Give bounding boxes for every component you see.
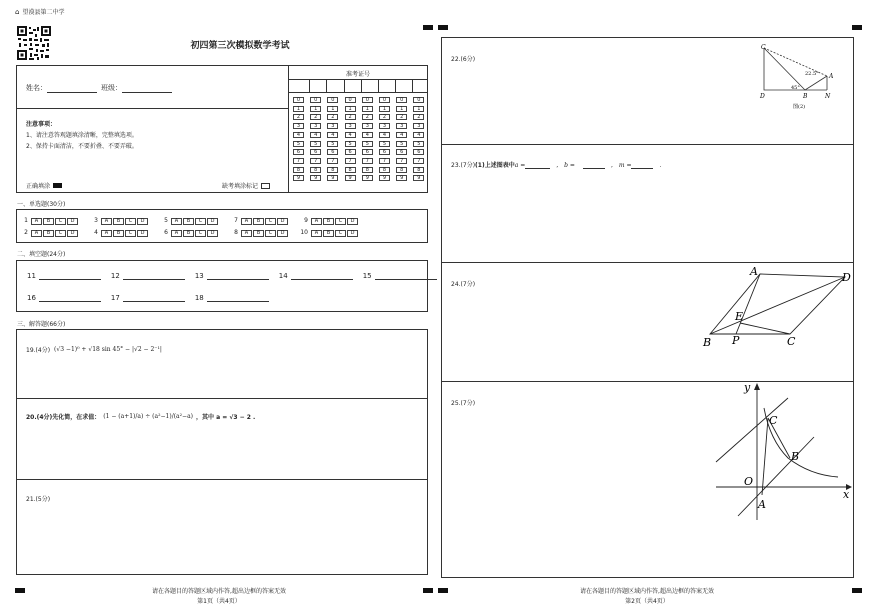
exam-no-bubble[interactable]: 5 bbox=[327, 141, 338, 147]
exam-no-bubble[interactable]: 0 bbox=[379, 97, 390, 103]
exam-no-bubble[interactable]: 8 bbox=[310, 167, 321, 173]
fig22-angle2: 45° bbox=[791, 85, 800, 91]
exam-no-bubble[interactable]: 3 bbox=[413, 123, 424, 129]
fill-blank-line[interactable] bbox=[291, 272, 353, 280]
exam-no-bubble[interactable]: 8 bbox=[345, 167, 356, 173]
fill-blank-line[interactable] bbox=[123, 294, 185, 302]
exam-no-bubble[interactable]: 0 bbox=[327, 97, 338, 103]
exam-no-bubble[interactable]: 0 bbox=[413, 97, 424, 103]
exam-no-bubble[interactable]: 7 bbox=[396, 158, 407, 164]
fill-number: 15 bbox=[362, 272, 372, 280]
exam-no-bubble[interactable]: 5 bbox=[396, 141, 407, 147]
fill-number: 18 bbox=[194, 294, 204, 302]
exam-no-bubble[interactable]: 0 bbox=[293, 97, 304, 103]
corner-marker bbox=[15, 588, 25, 593]
exam-no-digit-cell[interactable] bbox=[344, 80, 361, 92]
figure-24 bbox=[700, 264, 855, 349]
q25-label: 25.(7分) bbox=[451, 400, 476, 407]
mcq-number: 10 bbox=[300, 229, 308, 236]
exam-no-bubble[interactable]: 5 bbox=[293, 141, 304, 147]
exam-no-bubble[interactable]: 0 bbox=[310, 97, 321, 103]
fig25-label-o: O bbox=[744, 475, 754, 488]
mcq-question bbox=[158, 229, 219, 237]
fill-blank-item[interactable] bbox=[195, 294, 269, 302]
class-label: 班级： bbox=[101, 84, 122, 92]
exam-no-bubble[interactable]: 8 bbox=[396, 167, 407, 173]
mcq-question bbox=[158, 217, 219, 225]
fill-blank-item[interactable] bbox=[279, 272, 353, 280]
mcq-number: 4 bbox=[94, 229, 98, 236]
exam-no-bubble[interactable]: 7 bbox=[310, 158, 321, 164]
mcq-number: 9 bbox=[304, 217, 308, 224]
q20[interactable]: 20.(4分)先化简，在求值： (1 − (a+1)/a) ÷ (a²−1)/(a²−a) ，其中 a = √3 − 2 . bbox=[26, 413, 256, 421]
fig22-label-n: N bbox=[825, 93, 831, 100]
mcq-option-bubble[interactable]: C bbox=[55, 230, 66, 237]
page-number: 第2页（共4页） bbox=[625, 598, 669, 605]
q22-label: 22.(6分) bbox=[451, 56, 476, 63]
mcq-option-bubble[interactable]: B bbox=[253, 230, 264, 237]
exam-no-bubble[interactable]: 6 bbox=[345, 149, 356, 155]
exam-no-bubble[interactable]: 6 bbox=[327, 149, 338, 155]
fig24-label-c: C bbox=[787, 335, 796, 348]
mcq-option-bubble[interactable]: A bbox=[31, 218, 42, 225]
exam-no-bubble[interactable]: 9 bbox=[362, 175, 373, 181]
exam-no-bubble[interactable]: 9 bbox=[310, 175, 321, 181]
mcq-number: 6 bbox=[164, 229, 168, 236]
fill-number: 16 bbox=[27, 294, 36, 302]
exam-no-bubble[interactable]: 7 bbox=[345, 158, 356, 164]
mcq-option-bubble[interactable]: D bbox=[347, 230, 358, 237]
fig22-label-a: A bbox=[829, 73, 834, 80]
class-line bbox=[122, 85, 172, 93]
school-name: 望漠县第二中学 bbox=[22, 9, 65, 16]
corner-marker bbox=[423, 25, 433, 30]
mcq-option-bubble[interactable]: C bbox=[265, 230, 276, 237]
mcq-row bbox=[18, 229, 368, 237]
exam-no-bubble[interactable]: 1 bbox=[396, 106, 407, 112]
mcq-row bbox=[18, 217, 368, 225]
mcq-option-bubble[interactable]: D bbox=[277, 218, 288, 225]
exam-no-bubble[interactable]: 1 bbox=[310, 106, 321, 112]
fill-blank-item[interactable] bbox=[27, 272, 101, 280]
q20-expression: (1 − (a+1)/a) ÷ (a²−1)/(a²−a) bbox=[103, 413, 193, 420]
mcq-option-bubble[interactable]: D bbox=[67, 230, 78, 237]
name-field[interactable] bbox=[26, 83, 172, 93]
footer-notice: 请在各题目的答题区域内作答,超出边框的答案无效 bbox=[152, 588, 286, 595]
fill-blank-line[interactable] bbox=[39, 294, 101, 302]
mcq-option-bubble[interactable]: C bbox=[265, 218, 276, 225]
mcq-number: 1 bbox=[24, 217, 28, 224]
fill-row bbox=[27, 294, 279, 302]
fill-number: 17 bbox=[110, 294, 120, 302]
mcq-option-bubble[interactable]: D bbox=[67, 218, 78, 225]
exam-no-bubble[interactable]: 3 bbox=[293, 123, 304, 129]
exam-no-bubble[interactable]: 2 bbox=[362, 114, 373, 120]
fill-blank-item[interactable] bbox=[363, 272, 437, 280]
fill-blank-line[interactable] bbox=[39, 272, 101, 280]
fig24-label-b: B bbox=[703, 336, 712, 349]
mcq-box bbox=[16, 209, 428, 243]
q19[interactable]: 19.(4分) (√3 −1)⁰ + √18 sin 45° − |√2 − 2⁻¹| bbox=[26, 346, 162, 354]
mcq-option-bubble[interactable]: A bbox=[311, 218, 322, 225]
exam-no-bubble[interactable]: 6 bbox=[413, 149, 424, 155]
mcq-option-bubble[interactable]: B bbox=[183, 218, 194, 225]
mcq-option-bubble[interactable]: A bbox=[241, 230, 252, 237]
fig22-caption: 图(2) bbox=[793, 104, 806, 110]
exam-no-bubble[interactable]: 9 bbox=[293, 175, 304, 181]
info-divider bbox=[288, 65, 289, 193]
fill-number: 12 bbox=[110, 272, 120, 280]
footer-left bbox=[69, 587, 369, 607]
absent-checkbox[interactable] bbox=[261, 183, 270, 189]
exam-no-bubble[interactable]: 1 bbox=[345, 106, 356, 112]
fig24-label-p: P bbox=[732, 334, 740, 347]
notice-2: 2、保持卡面清洁，不要折叠、不要弄破。 bbox=[26, 143, 138, 150]
q23-m-blank[interactable] bbox=[631, 161, 653, 169]
mcq-option-bubble[interactable]: B bbox=[183, 230, 194, 237]
mcq-option-bubble[interactable]: D bbox=[207, 218, 218, 225]
exam-no-bubble[interactable]: 2 bbox=[379, 114, 390, 120]
home-icon: ⌂ bbox=[15, 7, 20, 16]
exam-no-bubble[interactable]: 4 bbox=[413, 132, 424, 138]
exam-no-bubble[interactable]: 7 bbox=[413, 158, 424, 164]
corner-marker bbox=[423, 588, 433, 593]
exam-no-bubble[interactable]: 3 bbox=[310, 123, 321, 129]
exam-no-bubble[interactable]: 3 bbox=[362, 123, 373, 129]
mcq-question bbox=[298, 229, 359, 237]
fill-blank-line[interactable] bbox=[375, 272, 437, 280]
mcq-option-bubble[interactable]: A bbox=[171, 230, 182, 237]
exam-no-bubble[interactable]: 5 bbox=[310, 141, 321, 147]
exam-no-bubble[interactable]: 2 bbox=[327, 114, 338, 120]
exam-no-bubble[interactable]: 4 bbox=[396, 132, 407, 138]
q23[interactable]: 23.(7分) (1)上述图表中 a = , b = , m = . bbox=[451, 162, 662, 169]
mcq-option-bubble[interactable]: B bbox=[323, 218, 334, 225]
mcq-question bbox=[228, 217, 289, 225]
mcq-option-bubble[interactable]: A bbox=[241, 218, 252, 225]
name-line bbox=[47, 85, 97, 93]
fig25-label-c: C bbox=[769, 414, 778, 427]
mcq-option-bubble[interactable]: D bbox=[347, 218, 358, 225]
notice-1: 1、请注意答观题填涂清晰，完整填选项。 bbox=[26, 132, 138, 139]
figure-22 bbox=[755, 42, 840, 112]
mcq-question bbox=[18, 229, 79, 237]
fig25-label-x: x bbox=[843, 488, 850, 501]
fig25-label-b: B bbox=[791, 450, 800, 463]
fill-blank-line[interactable] bbox=[207, 294, 269, 302]
mcq-number: 8 bbox=[234, 229, 238, 236]
correct-fill: 正确填涂 bbox=[26, 181, 62, 190]
exam-no-bubble[interactable]: 0 bbox=[396, 97, 407, 103]
corner-marker bbox=[852, 25, 862, 30]
exam-no-bubble[interactable]: 0 bbox=[345, 97, 356, 103]
exam-no-digit-cell[interactable] bbox=[395, 80, 412, 92]
mcq-question bbox=[18, 217, 79, 225]
name-label: 姓名： bbox=[26, 84, 47, 92]
exam-no-bubble[interactable]: 7 bbox=[379, 158, 390, 164]
mcq-section-title: 一、单选题(30分) bbox=[17, 201, 66, 208]
fill-blank-line[interactable] bbox=[123, 272, 185, 280]
exam-no-bubble[interactable]: 8 bbox=[327, 167, 338, 173]
exam-no-bubble[interactable]: 2 bbox=[345, 114, 356, 120]
mcq-question bbox=[88, 217, 149, 225]
exam-no-digit-cell[interactable] bbox=[292, 80, 309, 92]
fig22-label-c: C bbox=[761, 44, 766, 51]
exam-no-bubble[interactable]: 2 bbox=[293, 114, 304, 120]
mcq-option-bubble[interactable]: C bbox=[335, 218, 346, 225]
mcq-option-bubble[interactable]: D bbox=[207, 230, 218, 237]
exam-no-bubble[interactable]: 3 bbox=[379, 123, 390, 129]
fig24-label-e: E bbox=[735, 310, 744, 323]
exam-no-bubble[interactable]: 5 bbox=[379, 141, 390, 147]
exam-no-bubble[interactable]: 1 bbox=[379, 106, 390, 112]
exam-no-bubble[interactable]: 4 bbox=[293, 132, 304, 138]
page-number: 第1页（共4页） bbox=[197, 598, 241, 605]
fill-number: 11 bbox=[27, 272, 36, 280]
corner-marker bbox=[438, 25, 448, 30]
mcq-option-bubble[interactable]: A bbox=[171, 218, 182, 225]
exam-no-bubble[interactable]: 2 bbox=[396, 114, 407, 120]
qr-code bbox=[17, 26, 51, 60]
exam-no-bubble[interactable]: 4 bbox=[362, 132, 373, 138]
mcq-option-bubble[interactable]: D bbox=[137, 230, 148, 237]
mcq-number: 5 bbox=[164, 217, 168, 224]
mcq-question bbox=[88, 229, 149, 237]
exam-no-bubble[interactable]: 1 bbox=[413, 106, 424, 112]
exam-no-bubble[interactable]: 7 bbox=[293, 158, 304, 164]
mcq-number: 7 bbox=[234, 217, 238, 224]
exam-no-label: 准考证号 bbox=[345, 71, 370, 78]
mcq-option-bubble[interactable]: B bbox=[43, 230, 54, 237]
mcq-option-bubble[interactable]: C bbox=[125, 218, 136, 225]
exam-no-bubble[interactable]: 5 bbox=[362, 141, 373, 147]
exam-no-bubble[interactable]: 8 bbox=[379, 167, 390, 173]
exam-no-digit-cell[interactable] bbox=[361, 80, 378, 92]
exam-no-bubble[interactable]: 8 bbox=[362, 167, 373, 173]
mcq-option-bubble[interactable]: C bbox=[335, 230, 346, 237]
footer-notice: 请在各题目的答题区域内作答,超出边框的答案无效 bbox=[580, 588, 714, 595]
exam-no-bubble[interactable]: 2 bbox=[310, 114, 321, 120]
corner-marker bbox=[852, 588, 862, 593]
exam-no-bubble[interactable]: 9 bbox=[345, 175, 356, 181]
fill-row bbox=[27, 272, 447, 280]
exam-no-digit-cell[interactable] bbox=[412, 80, 429, 92]
fill-section-title: 二、填空题(24分) bbox=[17, 251, 66, 258]
exam-no-digit-cell[interactable] bbox=[309, 80, 326, 92]
mcq-option-bubble[interactable]: A bbox=[311, 230, 322, 237]
fig25-label-a: A bbox=[758, 498, 766, 511]
mcq-option-bubble[interactable]: B bbox=[43, 218, 54, 225]
exam-no-bubble[interactable]: 7 bbox=[362, 158, 373, 164]
exam-no-bubble[interactable]: 8 bbox=[293, 167, 304, 173]
exam-no-bubble[interactable]: 9 bbox=[413, 175, 424, 181]
mcq-option-bubble[interactable]: B bbox=[323, 230, 334, 237]
exam-no-bubble[interactable]: 3 bbox=[396, 123, 407, 129]
exam-no-bubble[interactable]: 5 bbox=[413, 141, 424, 147]
info-divider bbox=[16, 108, 288, 109]
exam-no-bubble[interactable]: 1 bbox=[327, 106, 338, 112]
mcq-option-bubble[interactable]: C bbox=[55, 218, 66, 225]
mcq-option-bubble[interactable]: C bbox=[195, 230, 206, 237]
mcq-option-bubble[interactable]: B bbox=[253, 218, 264, 225]
exam-no-bubble[interactable]: 1 bbox=[293, 106, 304, 112]
fig22-label-d: D bbox=[760, 93, 765, 100]
corner-marker bbox=[438, 588, 448, 593]
exam-no-bubble[interactable]: 3 bbox=[327, 123, 338, 129]
figure-25 bbox=[710, 380, 855, 522]
exam-no-bubble[interactable]: 7 bbox=[327, 158, 338, 164]
mcq-question bbox=[298, 217, 359, 225]
exam-no-bubble[interactable]: 4 bbox=[310, 132, 321, 138]
exam-no-bubble[interactable]: 6 bbox=[293, 149, 304, 155]
exam-no-bubble[interactable]: 2 bbox=[413, 114, 424, 120]
mcq-question bbox=[228, 229, 289, 237]
fill-number: 14 bbox=[278, 272, 288, 280]
mcq-number: 3 bbox=[94, 217, 98, 224]
exam-no-digit-cell[interactable] bbox=[326, 80, 343, 92]
mcq-option-bubble[interactable]: C bbox=[195, 218, 206, 225]
fill-blank-item[interactable] bbox=[195, 272, 269, 280]
exam-no-bubble[interactable]: 9 bbox=[396, 175, 407, 181]
exam-no-bubble[interactable]: 0 bbox=[362, 97, 373, 103]
fig24-label-d: D bbox=[842, 271, 851, 284]
exam-no-bubble[interactable]: 5 bbox=[345, 141, 356, 147]
exam-no-bubble[interactable]: 9 bbox=[379, 175, 390, 181]
q21-label: 21.(5分) bbox=[26, 496, 51, 503]
mcq-option-bubble[interactable]: A bbox=[31, 230, 42, 237]
fig22-label-b: B bbox=[803, 93, 808, 100]
exam-no-digit-cell[interactable] bbox=[378, 80, 395, 92]
exam-no-bubble[interactable]: 4 bbox=[345, 132, 356, 138]
fig22-angle1: 22.5° bbox=[805, 71, 819, 77]
exam-no-bubble[interactable]: 3 bbox=[345, 123, 356, 129]
answer-section-title: 三、解答题(66分) bbox=[17, 321, 66, 328]
mcq-option-bubble[interactable]: A bbox=[101, 218, 112, 225]
school-header bbox=[15, 7, 64, 16]
mcq-option-bubble[interactable]: B bbox=[113, 230, 124, 237]
notice-title: 注意事项： bbox=[26, 121, 57, 128]
exam-title: 初四第三次模拟数学考试 bbox=[190, 41, 290, 51]
exam-no-bubble[interactable]: 8 bbox=[413, 167, 424, 173]
exam-no-bubble[interactable]: 6 bbox=[362, 149, 373, 155]
fill-box bbox=[16, 260, 428, 312]
fig25-label-y: y bbox=[744, 381, 751, 394]
exam-no-bubble[interactable]: 6 bbox=[396, 149, 407, 155]
mcq-option-bubble[interactable]: C bbox=[125, 230, 136, 237]
absent-mark[interactable]: 缺考填涂标记 bbox=[222, 181, 270, 190]
mcq-number: 2 bbox=[24, 229, 28, 236]
mcq-option-bubble[interactable]: B bbox=[113, 218, 124, 225]
exam-no-bubble[interactable]: 6 bbox=[379, 149, 390, 155]
fill-blank-item[interactable] bbox=[111, 294, 185, 302]
fill-blank-item[interactable] bbox=[111, 272, 185, 280]
exam-no-bubble[interactable]: 9 bbox=[327, 175, 338, 181]
mcq-option-bubble[interactable]: D bbox=[277, 230, 288, 237]
exam-no-bubble[interactable]: 6 bbox=[310, 149, 321, 155]
mcq-option-bubble[interactable]: D bbox=[137, 218, 148, 225]
fig24-label-a: A bbox=[750, 265, 758, 278]
q24-label: 24.(7分) bbox=[451, 281, 476, 288]
q23-a-blank[interactable] bbox=[525, 161, 550, 169]
fill-blank-item[interactable] bbox=[27, 294, 101, 302]
exam-no-bubble[interactable]: 4 bbox=[379, 132, 390, 138]
exam-no-bubble[interactable]: 4 bbox=[327, 132, 338, 138]
q23-b-blank[interactable] bbox=[583, 161, 605, 169]
mcq-option-bubble[interactable]: A bbox=[101, 230, 112, 237]
footer-right bbox=[497, 587, 797, 607]
filled-sample bbox=[53, 183, 62, 188]
q19-expression: (√3 −1)⁰ + √18 sin 45° − |√2 − 2⁻¹| bbox=[54, 346, 162, 353]
fill-blank-line[interactable] bbox=[207, 272, 269, 280]
exam-no-bubble[interactable]: 1 bbox=[362, 106, 373, 112]
fill-number: 13 bbox=[194, 272, 204, 280]
answer-box bbox=[16, 329, 428, 575]
